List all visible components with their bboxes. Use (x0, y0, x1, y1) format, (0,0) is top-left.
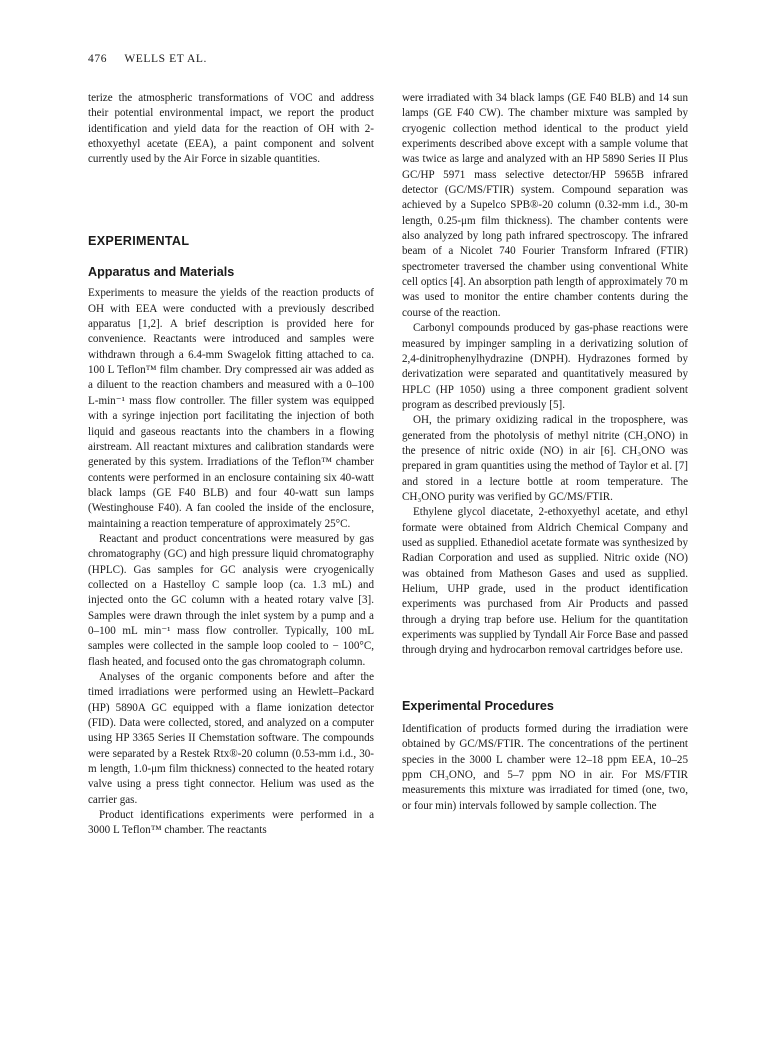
subsection-heading-procedures: Experimental Procedures (402, 698, 554, 713)
paragraph-oh-radical: OH, the primary oxidizing radical in the troposphere, was generated from the photolysis of methyl nitrite (CH₃ONO) in the presence of nitric oxide (NO) in air [6]. CH₃ONO was prepared in gram quantities using the method of Taylor et al. [7] and stored in a lecture bottle at room temperature. The CH₃ONO purity was verified by GC/MS/FTIR. (402, 414, 688, 503)
running-head (88, 53, 207, 65)
subsection-heading-apparatus: Apparatus and Materials (88, 265, 235, 280)
page-number: 476 (88, 53, 108, 65)
left-column (88, 91, 374, 839)
right-column (402, 91, 688, 814)
paragraph-identification: Identification of products formed during the irradiation were obtained by GC/MS/FTIR. The concentrations of the pertinent species in the 3000 L chamber were 12–18 ppm EEA, 10–25 ppm CH₃ONO, and 5–7 ppm NO in air. For MS/FTIR measurements this mixture was irradiated for timed (one, two, or four min) intervals followed by sample collection. The (402, 723, 688, 812)
paragraph-analyses: Analyses of the organic components before and after the timed irradiations were performed using an Hewlett–Packard (HP) 5890A GC equipped with a flame ionization detector (FID). Data were collected, stored, and analyzed on a computer using HP 3365 Series II Chemstation software. The compounds were separated by a Restek Rtx®-20 column (0.53-mm i.d., 30-m length, 1.0-μm film thickness) connected to the heated rotary valve using a press tight connector. Helium was used as the carrier gas. (88, 671, 374, 806)
running-title: WELLS ET AL. (124, 53, 208, 65)
paragraph-reagents: Ethylene glycol diacetate, 2-ethoxyethyl acetate, and ethyl formate were obtained from Aldrich Chemical Company and used as supplied. Ethanediol acetate formate was synthesized by Radian Corporation and used as supplied. Nitric oxide (NO) was obtained from Matheson Gases and used as supplied. Helium, UHP grade, used in the product identification experiments was purchased from Air Products and passed through a drying trap before use. Helium for the quantitation experiments was supplied by Tyndall Air Force Base and passed through drying and hydrocarbon removal cartridges before use. (402, 506, 688, 657)
intro-paragraph: terize the atmospheric transformations of VOC and address their potential environmental impact, we report the product identification and yield data for the reaction of OH with 2-ethoxyethyl acetate (EEA), a paint component and solvent currently used by the Air Force in sizable quantities. (88, 92, 374, 166)
paragraph-carbonyl: Carbonyl compounds produced by gas-phase reactions were measured by impinger sampling in a derivatizing solution of 2,4-dinitrophenylhydrazine (DNPH). Hydrazones formed by derivatization were separated and quantitatively measured by HPLC (HP 1050) using a three component gradient solvent program as described previously [5]. (402, 322, 688, 411)
section-heading-experimental: EXPERIMENTAL (88, 233, 190, 248)
paragraph-irradiation: were irradiated with 34 black lamps (GE F40 BLB) and 14 sun lamps (GE F40 CW). The chamber mixture was sampled by cryogenic collection method identical to the product yield experiments described above except with a sample volume that was twice as large and analyzed with an HP 5890 Series II Plus GC/HP 5971 mass selective detector/HP 5965B infrared detector (GC/MS/FTIR) system. Compound separation was achieved by a Supelco SPB®-20 column (0.32-mm i.d., 30-m length, 0.25-μm film thickness). The chamber contents were also analyzed by long path infrared spectroscopy. The infrared beam of a Nicolet 740 Fourier Transform Infrared (FTIR) spectrometer traversed the chamber using conventional White cell optics [4]. An absorption path length of approximately 70 m was used to monitor the entire chamber contents during the course of the reaction. (402, 92, 688, 319)
paragraph-apparatus: Experiments to measure the yields of the reaction products of OH with EEA were conducted with a previously described apparatus [1,2]. A brief description is provided here for convenience. Reactants were introduced and samples were withdrawn through a 6.4-mm Swagelok fitting attached to ca. 100 L Teflon™ film chamber. Dry compressed air was added as a diluent to the reaction chambers and measured with a 0–100 L-min⁻¹ mass flow controller. The filler system was equipped with a syringe injection port facilitating the injection of both liquid and gaseous reactants into the chambers in a flowing airstream. All reactant mixtures and calibration standards were generated by this system. Irradiations of the Teflon™ chamber contents were performed in an enclosure containing six 40-watt black lamps (GE F40 BLB) and four 40-watt sun lamps (Westinghouse F40). A fan cooled the inside of the enclosure, maintaining a reaction temperature of approximately 25°C. (88, 287, 374, 530)
paragraph-concentrations: Reactant and product concentrations were measured by gas chromatography (GC) and high pressure liquid chromatography (HPLC). Gas samples for GC analysis were cryogenically collected on a Hastelloy C sample loop (ca. 1.3 mL) and injected onto the GC column with a heated rotary valve [3]. Samples were drawn through the inlet system by a pump and a 0–100 mL min⁻¹ mass flow controller. Typically, 100 mL samples were collected in the sample loop cooled to − 100°C, flash heated, and focused onto the gas chromatograph column. (88, 532, 374, 668)
paragraph-product-ident: Product identifications experiments were performed in a 3000 L Teflon™ chamber. The reactants (88, 809, 374, 837)
